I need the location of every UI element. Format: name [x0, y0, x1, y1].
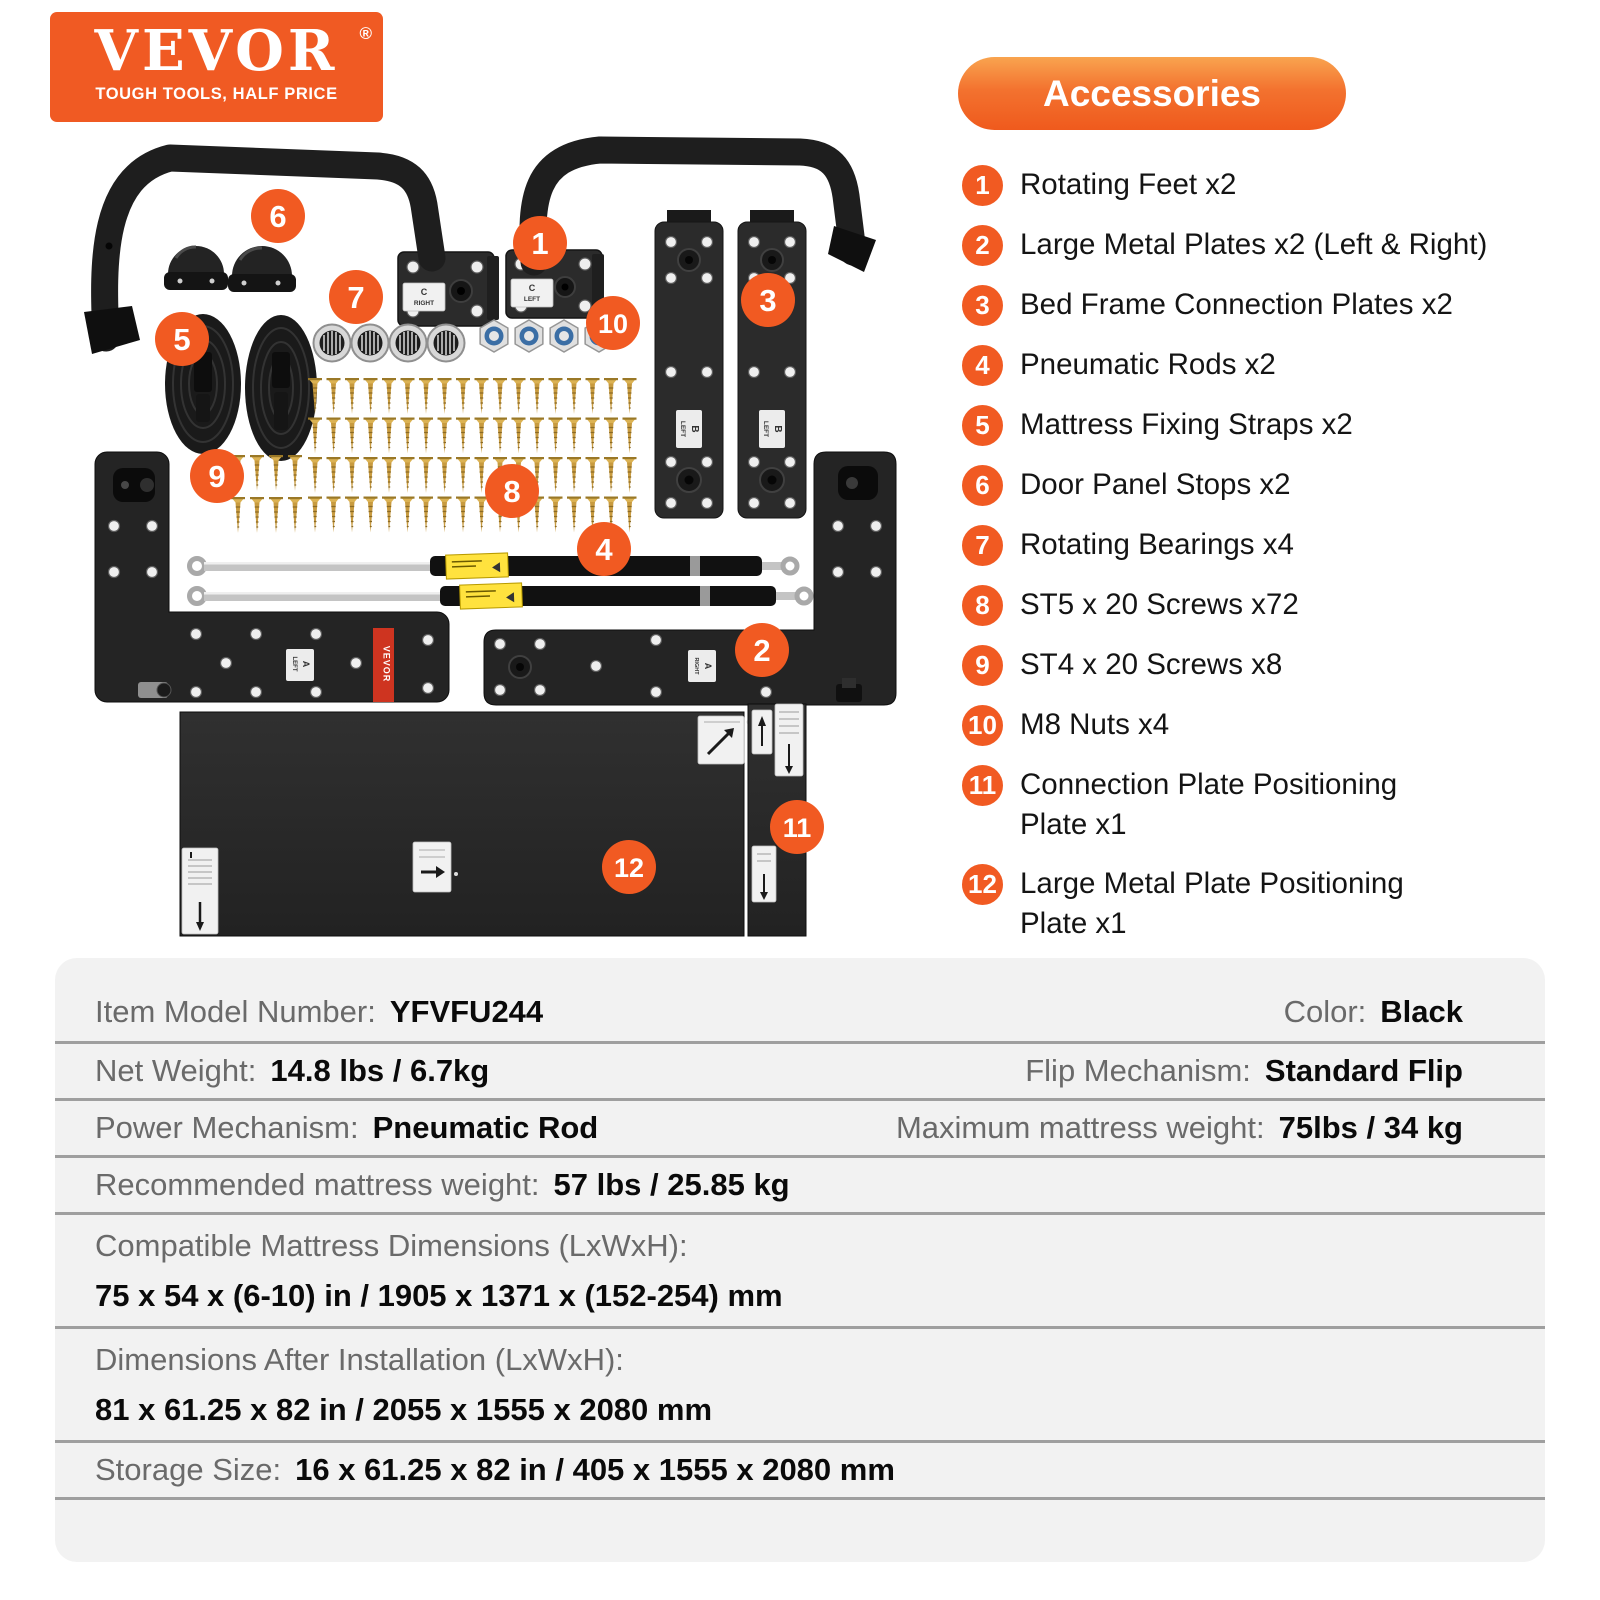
callout-1 — [513, 216, 567, 270]
accessory-number-badge: 2 — [962, 225, 1003, 266]
svg-text:4: 4 — [595, 532, 613, 567]
rotating-bearings — [314, 325, 465, 362]
accessory-number-badge: 3 — [962, 285, 1003, 326]
callout-7 — [329, 270, 383, 324]
spec-label: Color: — [1283, 993, 1367, 1029]
spec-label: Compatible Mattress Dimensions (LxWxH): — [95, 1227, 688, 1263]
svg-text:6: 6 — [269, 199, 287, 234]
svg-text:2: 2 — [753, 633, 771, 668]
mounting-plate-c-right — [398, 252, 499, 326]
panel-instruction-label — [698, 716, 752, 764]
spec-value: Pneumatic Rod — [372, 1110, 599, 1145]
callout-5 — [155, 312, 209, 366]
spec-label: Net Weight: — [95, 1053, 257, 1088]
spec-row-recommended-weight — [55, 1158, 1545, 1215]
accessory-number-badge: 11 — [962, 765, 1003, 806]
panel-instruction-label — [775, 704, 803, 776]
svg-text:9: 9 — [208, 459, 226, 494]
accessory-item — [962, 345, 1587, 386]
accessory-item — [962, 405, 1587, 446]
pneumatic-rod-2 — [190, 583, 812, 609]
svg-text:A: A — [703, 662, 713, 670]
svg-text:1: 1 — [531, 226, 549, 261]
accessory-item — [962, 705, 1587, 746]
spec-value: 81 x 61.25 x 82 in / 2055 x 1555 x 2080 mm — [95, 1391, 713, 1427]
svg-text:10: 10 — [597, 309, 629, 339]
panel-instruction-label — [413, 842, 458, 892]
svg-text:VEVOR: VEVOR — [381, 645, 392, 683]
st5-screws-grid — [308, 378, 637, 533]
svg-text:5: 5 — [173, 322, 191, 357]
accessory-item — [962, 465, 1587, 506]
accessory-item — [962, 585, 1587, 626]
accessory-label: Bed Frame Connection Plates x2 — [1020, 288, 1453, 321]
spec-value: 75lbs / 34 kg — [1278, 1110, 1463, 1145]
spec-label: Maximum mattress weight: — [895, 1110, 1265, 1145]
registered-trademark-icon: ® — [359, 24, 372, 43]
callout-8 — [485, 464, 539, 518]
accessory-label: Mattress Fixing Straps x2 — [1020, 408, 1353, 441]
spec-label: Item Model Number: — [95, 993, 376, 1029]
accessory-label: Rotating Bearings x4 — [1020, 528, 1294, 561]
logo-tagline: TOUGH TOOLS, HALF PRICE — [95, 85, 338, 103]
accessory-number-badge: 7 — [962, 525, 1003, 566]
callout-12 — [602, 840, 656, 894]
svg-text:B: B — [772, 425, 783, 433]
accessory-label: Rotating Feet x2 — [1020, 168, 1237, 201]
svg-text:LEFT: LEFT — [523, 296, 541, 303]
spec-label: Flip Mechanism: — [1025, 1053, 1251, 1088]
spec-value: 75 x 54 x (6-10) in / 1905 x 1371 x (152-254) mm — [95, 1277, 783, 1313]
callout-2 — [735, 623, 789, 677]
logo-wordmark: VEVOR — [94, 18, 339, 84]
large-metal-plate-positioning-plate — [180, 712, 752, 936]
parts-diagram — [55, 128, 955, 943]
accessory-number-badge: 8 — [962, 585, 1003, 626]
callout-10 — [586, 296, 640, 350]
svg-text:LEFT: LEFT — [762, 420, 769, 438]
svg-text:12: 12 — [613, 853, 645, 883]
door-panel-stops — [164, 246, 296, 292]
svg-text:C: C — [420, 287, 428, 297]
svg-text:C: C — [528, 283, 536, 293]
panel-instruction-label — [752, 710, 772, 754]
spec-value: Standard Flip — [1264, 1053, 1463, 1088]
spec-row-storage-size — [55, 1443, 1545, 1500]
accessory-item — [962, 765, 1587, 845]
bed-frame-connection-plates — [655, 210, 806, 518]
spec-value: 14.8 lbs / 6.7kg — [270, 1053, 490, 1088]
accessory-number-badge: 1 — [962, 165, 1003, 206]
accessory-number-badge: 12 — [962, 864, 1003, 905]
vevor-logo — [50, 12, 383, 122]
spec-label: Storage Size: — [95, 1452, 282, 1487]
svg-text:8: 8 — [503, 474, 521, 509]
callout-4 — [577, 522, 631, 576]
accessory-number-badge: 9 — [962, 645, 1003, 686]
spec-row-weight — [55, 1044, 1545, 1101]
spec-value: 57 lbs / 25.85 kg — [553, 1167, 790, 1202]
accessories-list — [962, 165, 1587, 963]
accessory-item — [962, 645, 1587, 686]
svg-text:LEFT: LEFT — [679, 420, 686, 438]
svg-text:A: A — [301, 660, 311, 668]
spec-row-mechanism — [55, 1101, 1545, 1158]
spec-value: Black — [1380, 993, 1463, 1029]
panel-instruction-label — [182, 848, 218, 934]
callout-6 — [251, 189, 305, 243]
svg-text:3: 3 — [759, 283, 777, 318]
accessory-label: Large Metal Plate Positioning Plate x1 — [1020, 867, 1404, 940]
spec-row-mattress-dimensions — [55, 1215, 1545, 1329]
svg-text:B: B — [689, 425, 700, 433]
accessory-number-badge: 6 — [962, 465, 1003, 506]
callout-3 — [741, 273, 795, 327]
spec-table — [55, 958, 1545, 1562]
accessories-title: Accessories — [1042, 72, 1262, 114]
spec-label: Recommended mattress weight: — [95, 1167, 540, 1202]
svg-text:7: 7 — [347, 280, 365, 315]
pneumatic-rod-1 — [190, 553, 798, 579]
callout-9 — [190, 449, 244, 503]
accessory-item — [962, 285, 1587, 326]
spec-row-installed-dimensions — [55, 1329, 1545, 1443]
accessory-label: ST5 x 20 Screws x72 — [1020, 588, 1299, 621]
accessory-label: M8 Nuts x4 — [1020, 708, 1170, 741]
spec-label: Power Mechanism: — [95, 1110, 359, 1145]
accessory-item — [962, 864, 1587, 944]
accessory-label: Connection Plate Positioning Plate x1 — [1020, 768, 1398, 841]
accessory-label: ST4 x 20 Screws x8 — [1020, 648, 1283, 681]
spec-value: YFVFU244 — [389, 993, 544, 1029]
accessory-label: Door Panel Stops x2 — [1020, 468, 1291, 501]
callout-11 — [770, 800, 824, 854]
svg-text:RIGHT: RIGHT — [413, 300, 435, 307]
spec-row-model — [55, 982, 1545, 1044]
accessory-label: Pneumatic Rods x2 — [1020, 348, 1276, 381]
accessory-number-badge: 4 — [962, 345, 1003, 386]
accessory-item — [962, 165, 1587, 206]
svg-text:11: 11 — [782, 813, 812, 843]
large-metal-plate-left — [95, 452, 449, 702]
accessories-header — [958, 57, 1346, 130]
svg-text:LEFT: LEFT — [291, 656, 297, 672]
accessory-item — [962, 225, 1587, 266]
spec-label: Dimensions After Installation (LxWxH): — [95, 1341, 624, 1377]
accessory-number-badge: 5 — [962, 405, 1003, 446]
accessory-item — [962, 525, 1587, 566]
spec-value: 16 x 61.25 x 82 in / 405 x 1555 x 2080 mm — [295, 1452, 895, 1487]
accessory-label: Large Metal Plates x2 (Left & Right) — [1020, 228, 1488, 261]
panel-instruction-label — [752, 846, 776, 902]
accessory-number-badge: 10 — [962, 705, 1003, 746]
svg-text:RIGHT: RIGHT — [693, 657, 699, 675]
